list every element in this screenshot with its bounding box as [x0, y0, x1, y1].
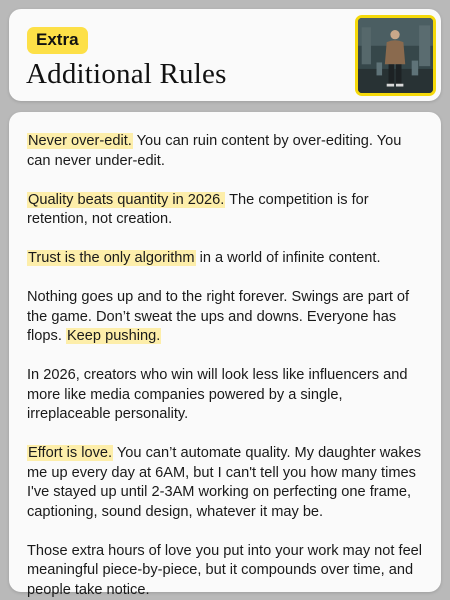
paragraph-quality — [27, 191, 427, 230]
highlight-phrase: Effort is love. — [28, 445, 113, 461]
page-title: Additional Rules — [26, 58, 227, 90]
paragraph-never-over-edit — [27, 132, 427, 171]
paragraph-effort — [27, 444, 427, 522]
paragraph-swings — [27, 288, 427, 347]
paragraph-text: You can’t automate quality. My daughter wakes me up every day at 6AM, but I can't tell you how many times I've stayed up until 2-3AM working on perfecting one frame, captioning, sound design, whatever it may be. — [27, 445, 422, 520]
highlight-phrase: Never over-edit. — [28, 133, 132, 149]
highlight-phrase: Quality beats quantity in 2026. — [28, 191, 225, 208]
paragraph-text: in a world of infinite content. — [195, 250, 381, 266]
paragraph-trust — [27, 249, 427, 269]
paragraph-extra-hours — [27, 542, 427, 600]
highlight-phrase: Trust is the only algorithm — [28, 250, 195, 266]
rules-content — [27, 132, 427, 600]
thumbnail-image — [355, 15, 436, 96]
paragraph-text: Those extra hours of love you put into your work may not feel meaningful piece-by-piece, but it compounds over time, and people take notice. — [27, 542, 423, 598]
paragraph-text: Nothing goes up and to the right forever. Swings are part of the game. Don’t sweat the ups and downs. Everyone has flops. — [27, 289, 410, 344]
category-tag: Extra — [27, 27, 88, 54]
highlight-phrase: Keep pushing. — [66, 328, 161, 344]
paragraph-text: You can ruin content by over-editing. You can never under-edit. — [27, 133, 402, 169]
paragraph-text: The competition is for retention, not creation. — [27, 191, 369, 227]
paragraph-text: In 2026, creators who win will look less like influencers and more like media companies powered by a single, irreplaceable personality. — [27, 367, 408, 422]
paragraph-creators — [27, 366, 427, 425]
